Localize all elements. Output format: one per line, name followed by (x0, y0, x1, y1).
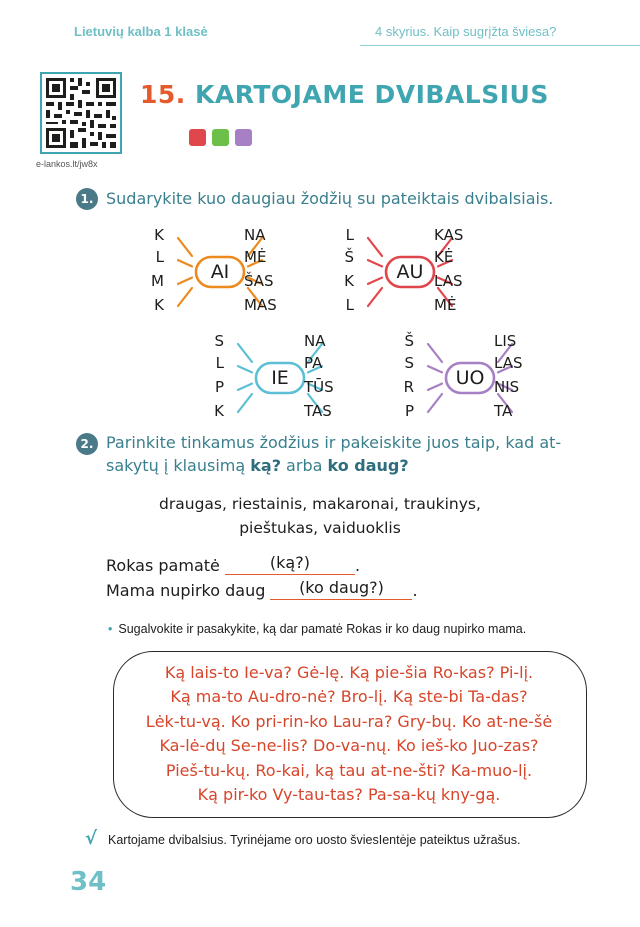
right-syllable: LAS (434, 272, 463, 290)
diphthong-diagram-ie (200, 332, 360, 424)
ray-line (178, 278, 192, 284)
task-1-instruction: Sudarykite kuo daugiau žodžių su pateiktais dvibalsiais. (106, 189, 554, 208)
bullet-dot-icon: • (108, 622, 113, 636)
sentence-1 (106, 554, 360, 575)
task-2-instruction-line-1: Parinkite tinkamus žodžius ir pakeiskite juos taip, kad at- (106, 433, 562, 452)
ray-line (178, 238, 192, 256)
task-2-instruction-line-2 (106, 455, 409, 477)
lesson-title (140, 80, 549, 109)
lesson-number: 15. (140, 80, 186, 109)
ray-line (178, 260, 192, 266)
reading-line: Lėk-tu-vą. Ko pri-rin-ko Lau-ra? Gry-bų. Ko at-ne-šė (145, 711, 553, 731)
ray-line (178, 288, 192, 306)
qr-link-caption[interactable]: e-lankos.lt/jw8x (36, 159, 98, 169)
left-letter: L (155, 248, 164, 266)
left-letter: P (404, 402, 414, 420)
sentence-2-blank[interactable] (270, 579, 412, 600)
left-letter: S (214, 332, 224, 350)
left-letter: Š (344, 248, 354, 266)
right-syllable: NIS (494, 378, 520, 396)
right-syllable: MĖ (244, 248, 267, 266)
right-syllable: TŪS (304, 378, 334, 396)
diphthong-center: AU (396, 261, 424, 283)
word-bank-line-1: draugas, riestainis, makaronai, traukinys, (159, 495, 481, 513)
ray-line (238, 394, 252, 412)
ray-line (238, 344, 252, 362)
checkmark-icon: √ (85, 828, 98, 849)
right-syllable: LIS (494, 332, 517, 350)
sentence-1-hint: (ką?) (269, 553, 310, 572)
sentence-2-hint: (ko daug?) (299, 578, 384, 597)
left-letter: L (345, 226, 354, 244)
ray-line (428, 384, 442, 390)
ray-line (428, 366, 442, 372)
ray-line (368, 260, 382, 266)
right-syllable: LAS (494, 354, 523, 372)
ray-line (428, 394, 442, 412)
chapter-title: 4 skyrius. Kaip sugrįžta šviesa? (375, 24, 557, 39)
left-letter: K (344, 272, 354, 290)
task-2-number-badge: 2. (76, 433, 98, 455)
right-syllable: NA (304, 332, 326, 350)
left-letter: S (404, 354, 414, 372)
diphthong-center: IE (271, 367, 289, 389)
left-letter: P (214, 378, 224, 396)
red-square-marker (189, 129, 206, 146)
sentence-2 (106, 579, 418, 600)
right-syllable: ŠAS (244, 272, 274, 290)
ray-line (368, 278, 382, 284)
left-letter: K (154, 296, 164, 314)
lesson-summary: Kartojame dvibalsius. Tyrinėjame oro uosto šviesIentėje pateiktus užrašus. (108, 833, 521, 847)
left-letter: L (345, 296, 354, 314)
sentence-2-text: Mama nupirko daug (106, 581, 271, 600)
task-2-text-a: sakytų į klausimą (106, 456, 251, 475)
diphthong-center: AI (210, 261, 230, 283)
word-bank-line-2: pieštukas, vaiduoklis (239, 519, 401, 537)
right-syllable: PA (304, 354, 323, 372)
header-divider (360, 45, 640, 46)
ray-line (238, 384, 252, 390)
left-letter: K (214, 402, 224, 420)
task-2-text-c: arba (280, 456, 328, 475)
ray-line (368, 238, 382, 256)
diphthong-diagram-uo (390, 332, 550, 424)
right-syllable: MĖ (434, 296, 457, 314)
right-syllable: KĖ (434, 248, 454, 266)
reading-line: Ką ma-to Au-dro-nė? Bro-lį. Ką ste-bi Ta-das? (170, 687, 528, 707)
book-title: Lietuvių kalba 1 klasė (74, 24, 208, 39)
diphthong-diagram-au (330, 226, 490, 318)
reading-line: Pieš-tu-kų. Ro-kai, ką tau at-ne-šti? Ka-muo-lį. (165, 760, 533, 780)
right-syllable: TA (494, 402, 513, 420)
reading-text (113, 661, 585, 807)
ray-line (238, 366, 252, 372)
reading-line: Ka-lė-dų Se-ne-lis? Do-va-nų. Ko ieš-ko Juo-zas? (159, 736, 539, 756)
page-number: 34 (70, 867, 107, 897)
question-how-many: ko daug? (327, 456, 409, 475)
task-1-number-badge: 1. (76, 188, 98, 210)
sentence-1-text: Rokas pamatė (106, 556, 225, 575)
left-letter: R (403, 378, 414, 396)
right-syllable: NA (244, 226, 266, 244)
left-letter: M (151, 272, 164, 290)
diphthong-center: UO (455, 367, 485, 389)
ray-line (428, 344, 442, 362)
sentence-2-end: . (412, 581, 418, 600)
sentence-1-end: . (354, 556, 361, 575)
purple-square-marker (235, 129, 252, 146)
task-2-bullet-text: Sugalvokite ir pasakykite, ką dar pamatė Rokas ir ko daug nupirko mama. (118, 622, 527, 636)
right-syllable: MAS (244, 296, 277, 314)
left-letter: K (154, 226, 164, 244)
left-letter: L (215, 354, 224, 372)
diphthong-diagram-ai (140, 226, 300, 318)
right-syllable: KAS (434, 226, 464, 244)
task-2-bullet (108, 622, 526, 636)
sentence-1-blank[interactable] (225, 554, 355, 575)
qr-code-icon[interactable] (40, 72, 122, 154)
question-what: ką? (250, 456, 281, 475)
reading-line: Ką pir-ko Vy-tau-tas? Pa-sa-kų kny-gą. (197, 785, 501, 805)
right-syllable: TAS (304, 402, 332, 420)
lesson-name: KARTOJAME DVIBALSIUS (195, 80, 549, 109)
reading-line: Ką lais-to Ie-va? Gė-lę. Ką pie-šia Ro-kas? Pi-lį. (164, 663, 534, 682)
left-letter: Š (404, 332, 414, 350)
green-square-marker (212, 129, 229, 146)
ray-line (368, 288, 382, 306)
